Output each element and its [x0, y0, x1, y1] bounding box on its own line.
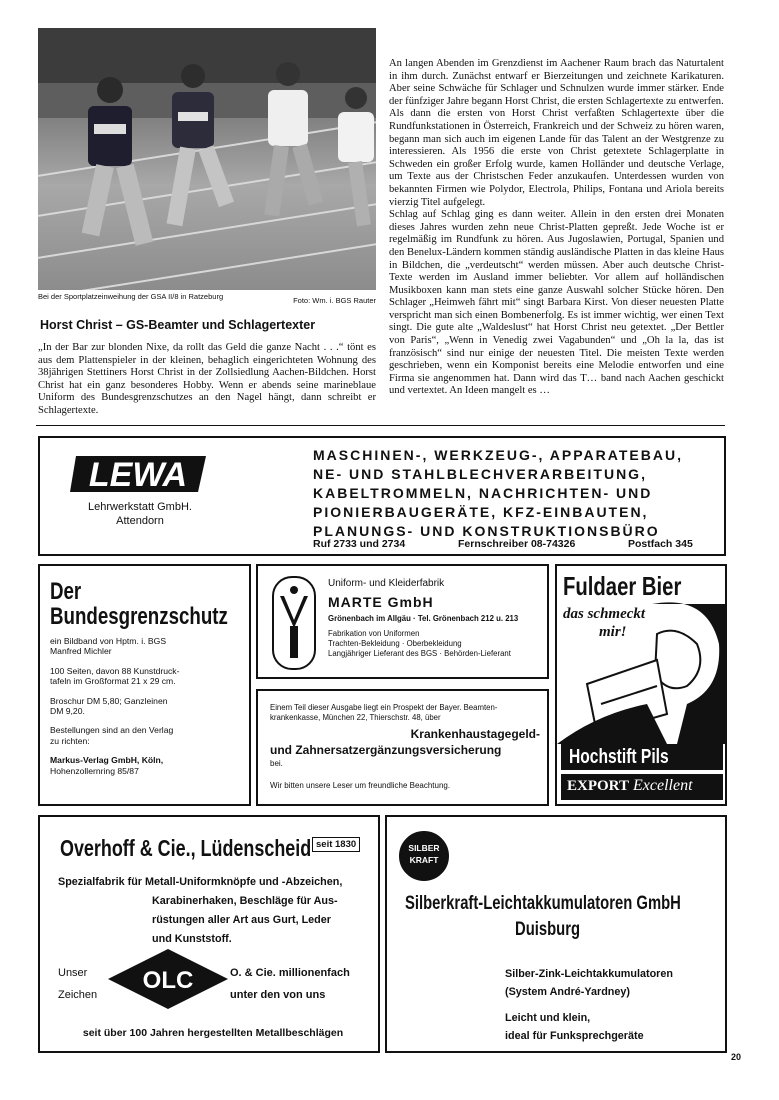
fulda-brand: Hochstift Pils	[569, 746, 669, 768]
fulda-brand-banner	[561, 744, 723, 770]
silberkraft-line: (System André-Yardney)	[505, 986, 631, 998]
lewa-service-line: PIONIERBAUGERÄTE, KFZ-EINBAUTEN,	[313, 504, 649, 520]
insert-notice	[256, 689, 549, 806]
insert-line: krankenkasse, München 22, Thierschstr. 48, über	[270, 713, 441, 722]
overhoff-footer: seit über 100 Jahren hergestellten Metallbeschlägen	[82, 1027, 344, 1039]
insert-note: Wir bitten unsere Leser um freundliche Beachtung.	[270, 781, 451, 790]
overhoff-ad	[38, 815, 380, 1053]
bgs-title-1: Der	[50, 578, 82, 605]
bgs-author: Manfred Michler	[50, 646, 112, 657]
overhoff-right-2: unter den von uns	[230, 989, 326, 1001]
lewa-phone: Ruf 2733 und 2734	[313, 538, 406, 550]
fulda-slogan-1: das schmeckt	[563, 606, 646, 622]
overhoff-line: und Kunststoff.	[152, 933, 232, 945]
article-paragraph-3: Schlag auf Schlag ging es dann weiter. Allein in den ersten drei Monaten dieses Jahres wurden zehn neue Christ-Platten gepreßt. Jede Woche ist er regelmäßig im Rundfunk zu hören. Aus Jugoslawien, Portugal, Spanien und den Benelux-Ländern kommen ständig ausländische Platten in das kleine Haus in Bildchen, die „verdeutscht“ werden müssen. Aber auch deutsche Christ-Texte werden im Ausland immer beliebter. Vor allem auf holländischen Musikboxen kann man stets eine ganze Auswahl solcher Stücke hören. Den Schlager „Heimweh fährt mit“ singt Barbara Kirst. Von dieser neuesten Platte verspricht man sich einen Bombenerfolg. Es ist immer wichtig, wer einen Text singt. Die gute alte „Waldeslust“ hat Horst Christ neu getextet. „Der Bettler von Paris“, „Wenn in Venedig zwei Vagabunden“ und „Oh la la, das ist französisch“ sind nur einige der neuesten Titel. Die meisten Texte werden geschrieben, wenn ein Komponist bereits eine Melodie entworfen und eine Firma sie angenommen hat. Dann wird das T… band nach Aachen geschickt und vertextet. An Ideen mangelt es …	[389, 209, 724, 397]
olc-logo-text: OLC	[142, 967, 194, 994]
lewa-telex: Fernschreiber 08-74326	[458, 538, 576, 550]
insert-line: Einem Teil dieser Ausgabe liegt ein Prospekt der Bayer. Beamten-	[270, 703, 498, 712]
badge-line-2: KRAFT	[409, 855, 439, 865]
marte-line: Fabrikation von Uniformen	[328, 629, 420, 638]
article-paragraph-2: Als dann die ersten von Horst Christ verfaßten Schlagertexte über die Rundfunkstationen in Österreich, Frankreich und der Schweiz zu hören waren, begann man sich auch im eigenen Lande für das Talent an der Westgrenze zu interessieren. Als 1956 die erste von Christ getextete Schlagerplatte in Schweden ein großer Erfolg wurde, kamen Holländer und deutsche Verlage, um Texte aus der Christschen Feder anzukaufen. Unterdessen wurden von bekannten Firmen wie Polydor, Electrola, Philips, Fontana und Ariola bereits vierzig Titel aufgelegt.	[389, 108, 724, 208]
fulda-drinker-illustration	[557, 594, 725, 744]
silberkraft-name: Silberkraft-Leichtakkumulatoren GmbH	[405, 893, 681, 914]
photo-credit: Foto: Wm. i. BGS Rauter	[293, 296, 376, 305]
lewa-service-line: MASCHINEN-, WERKZEUG-, APPARATEBAU,	[313, 447, 683, 463]
insert-tail: bei.	[270, 759, 283, 768]
insert-headline-2: und Zahnersatzergänzungsversicherung	[270, 743, 502, 757]
page-number: 20	[731, 1052, 742, 1062]
bgs-price: Broschur DM 5,80; Ganzleinen	[50, 695, 168, 706]
lewa-service-line: PLANUNGS- UND KONSTRUKTIONSBÜRO	[313, 523, 660, 539]
overhoff-line: Spezialfabrik für Metall-Uniformknöpfe und -Abzeichen,	[58, 876, 343, 888]
marte-line: Trachten-Bekleidung · Oberbekleidung	[328, 639, 462, 648]
bgs-order-2: zu richten:	[50, 735, 90, 746]
overhoff-line: rüstungen aller Art aus Gurt, Leder	[152, 914, 331, 926]
silberkraft-line: Silber-Zink-Leichtakkumulatoren	[505, 968, 673, 980]
lewa-service-line: NE- UND STAHLBLECHVERARBEITUNG,	[313, 466, 647, 482]
bgs-book-ad	[38, 564, 251, 806]
insert-headline-1: Krankenhaustagegeld-	[410, 727, 540, 741]
silberkraft-badge	[399, 831, 449, 881]
lewa-company: Lehrwerkstatt GmbH.	[88, 501, 192, 513]
overhoff-description	[58, 873, 368, 949]
lewa-postbox: Postfach 345	[628, 538, 693, 550]
silberkraft-city: Duisburg	[515, 919, 581, 940]
overhoff-right-1: O. & Cie. millionenfach	[230, 967, 350, 979]
silberkraft-line: Leicht und klein,	[505, 1012, 591, 1024]
fulda-slogan-2: mir!	[599, 624, 627, 640]
fulda-title: Fuldaer Bier	[563, 571, 682, 601]
marte-kicker: Uniform- und Kleiderfabrik	[328, 578, 445, 589]
lewa-address	[60, 500, 220, 528]
fulda-beer-ad	[555, 564, 727, 806]
photo-caption-text: Bei der Sportplatzeinweihung der GSA II/8 in Ratzeburg	[38, 292, 224, 301]
bgs-publisher: Markus-Verlag GmbH, Köln,	[50, 755, 164, 766]
fulda-export-banner	[561, 774, 723, 800]
lewa-logo-text: LEWA	[88, 456, 188, 494]
overhoff-left-2: Zeichen	[58, 989, 98, 1001]
lewa-ad	[38, 436, 726, 556]
olc-logo	[106, 947, 230, 1011]
overhoff-name: Overhoff & Cie., Lüdenscheid	[60, 835, 312, 861]
fulda-excellent: Excellent	[633, 777, 693, 794]
marte-name: MARTE GmbH	[328, 594, 434, 610]
lewa-logo	[70, 448, 210, 498]
lewa-city: Attendorn	[116, 515, 164, 527]
article-title: Horst Christ – GS-Beamter und Schlagertexter	[40, 318, 316, 332]
silberkraft-details	[505, 965, 673, 1045]
article-paragraph-1: An langen Abenden im Grenzdienst im Aachener Raum brach das Naturtalent in ihm durch. Zunächst entwarf er Bierzeitungen und zeichnete Karikaturen. Aber seine Schwäche für Schlager und Schnulzen wurde immer stärker. Ende der fünfziger Jahre begann Horst Christ, die ersten Schlagertexte zu entwerfen.	[389, 58, 724, 107]
article-right-column	[389, 58, 724, 398]
divider	[36, 425, 725, 426]
photo-caption	[38, 292, 376, 305]
marte-details	[328, 629, 511, 659]
silberkraft-line: ideal für Funksprechgeräte	[505, 1030, 644, 1042]
overhoff-left-1: Unser	[58, 967, 88, 979]
bgs-pages: 100 Seiten, davon 88 Kunstdruck-	[50, 665, 180, 676]
overhoff-since: seit 1830	[312, 837, 360, 852]
bgs-title-2: Bundesgrenzschutz	[50, 603, 228, 630]
bgs-details	[50, 636, 245, 776]
bgs-price-2: DM 9,20.	[50, 706, 85, 717]
overhoff-line: Karabinerhaken, Beschläge für Aus-	[152, 895, 338, 907]
article-intro: „In der Bar zur blonden Nixe, da rollt das Geld die ganze Nacht . . .“ tönt es aus dem Plattenspieler in der kleinen, behaglich eingerichteten Wohnung des 38jährigen Stettiners Horst Christ in der Zollsiedlung Aachen-Bildchen. Horst Christ hat ein ganz besonderes Hobby. Wenn er abends seine marineblaue Uniform des Bundesgrenzschutzes an den Nagel hängt, dann schreibt er Schlagertexte.	[38, 342, 376, 416]
bgs-order: Bestellungen sind an den Verlag	[50, 725, 174, 736]
fulda-export: EXPORT	[567, 778, 629, 794]
marte-address: Grönenbach im Allgäu · Tel. Grönenbach 212 u. 213	[328, 614, 519, 623]
badge-line-1: SILBER	[408, 843, 440, 853]
marte-line: Langjähriger Lieferant des BGS · Behörden-Lieferant	[328, 649, 511, 658]
lewa-service-line: KABELTROMMELN, NACHRICHTEN- UND	[313, 485, 653, 501]
marte-logo	[272, 576, 316, 670]
silberkraft-ad	[385, 815, 727, 1053]
bgs-publisher-address: Hohenzollernring 85/87	[50, 765, 139, 776]
runners-photo	[38, 28, 376, 290]
insert-intro	[270, 703, 540, 723]
bgs-format: tafeln im Großformat 21 x 29 cm.	[50, 676, 176, 687]
bgs-subtitle: ein Bildband von Hptm. i. BGS	[50, 636, 167, 646]
marte-ad	[256, 564, 549, 679]
lewa-services	[313, 446, 713, 541]
